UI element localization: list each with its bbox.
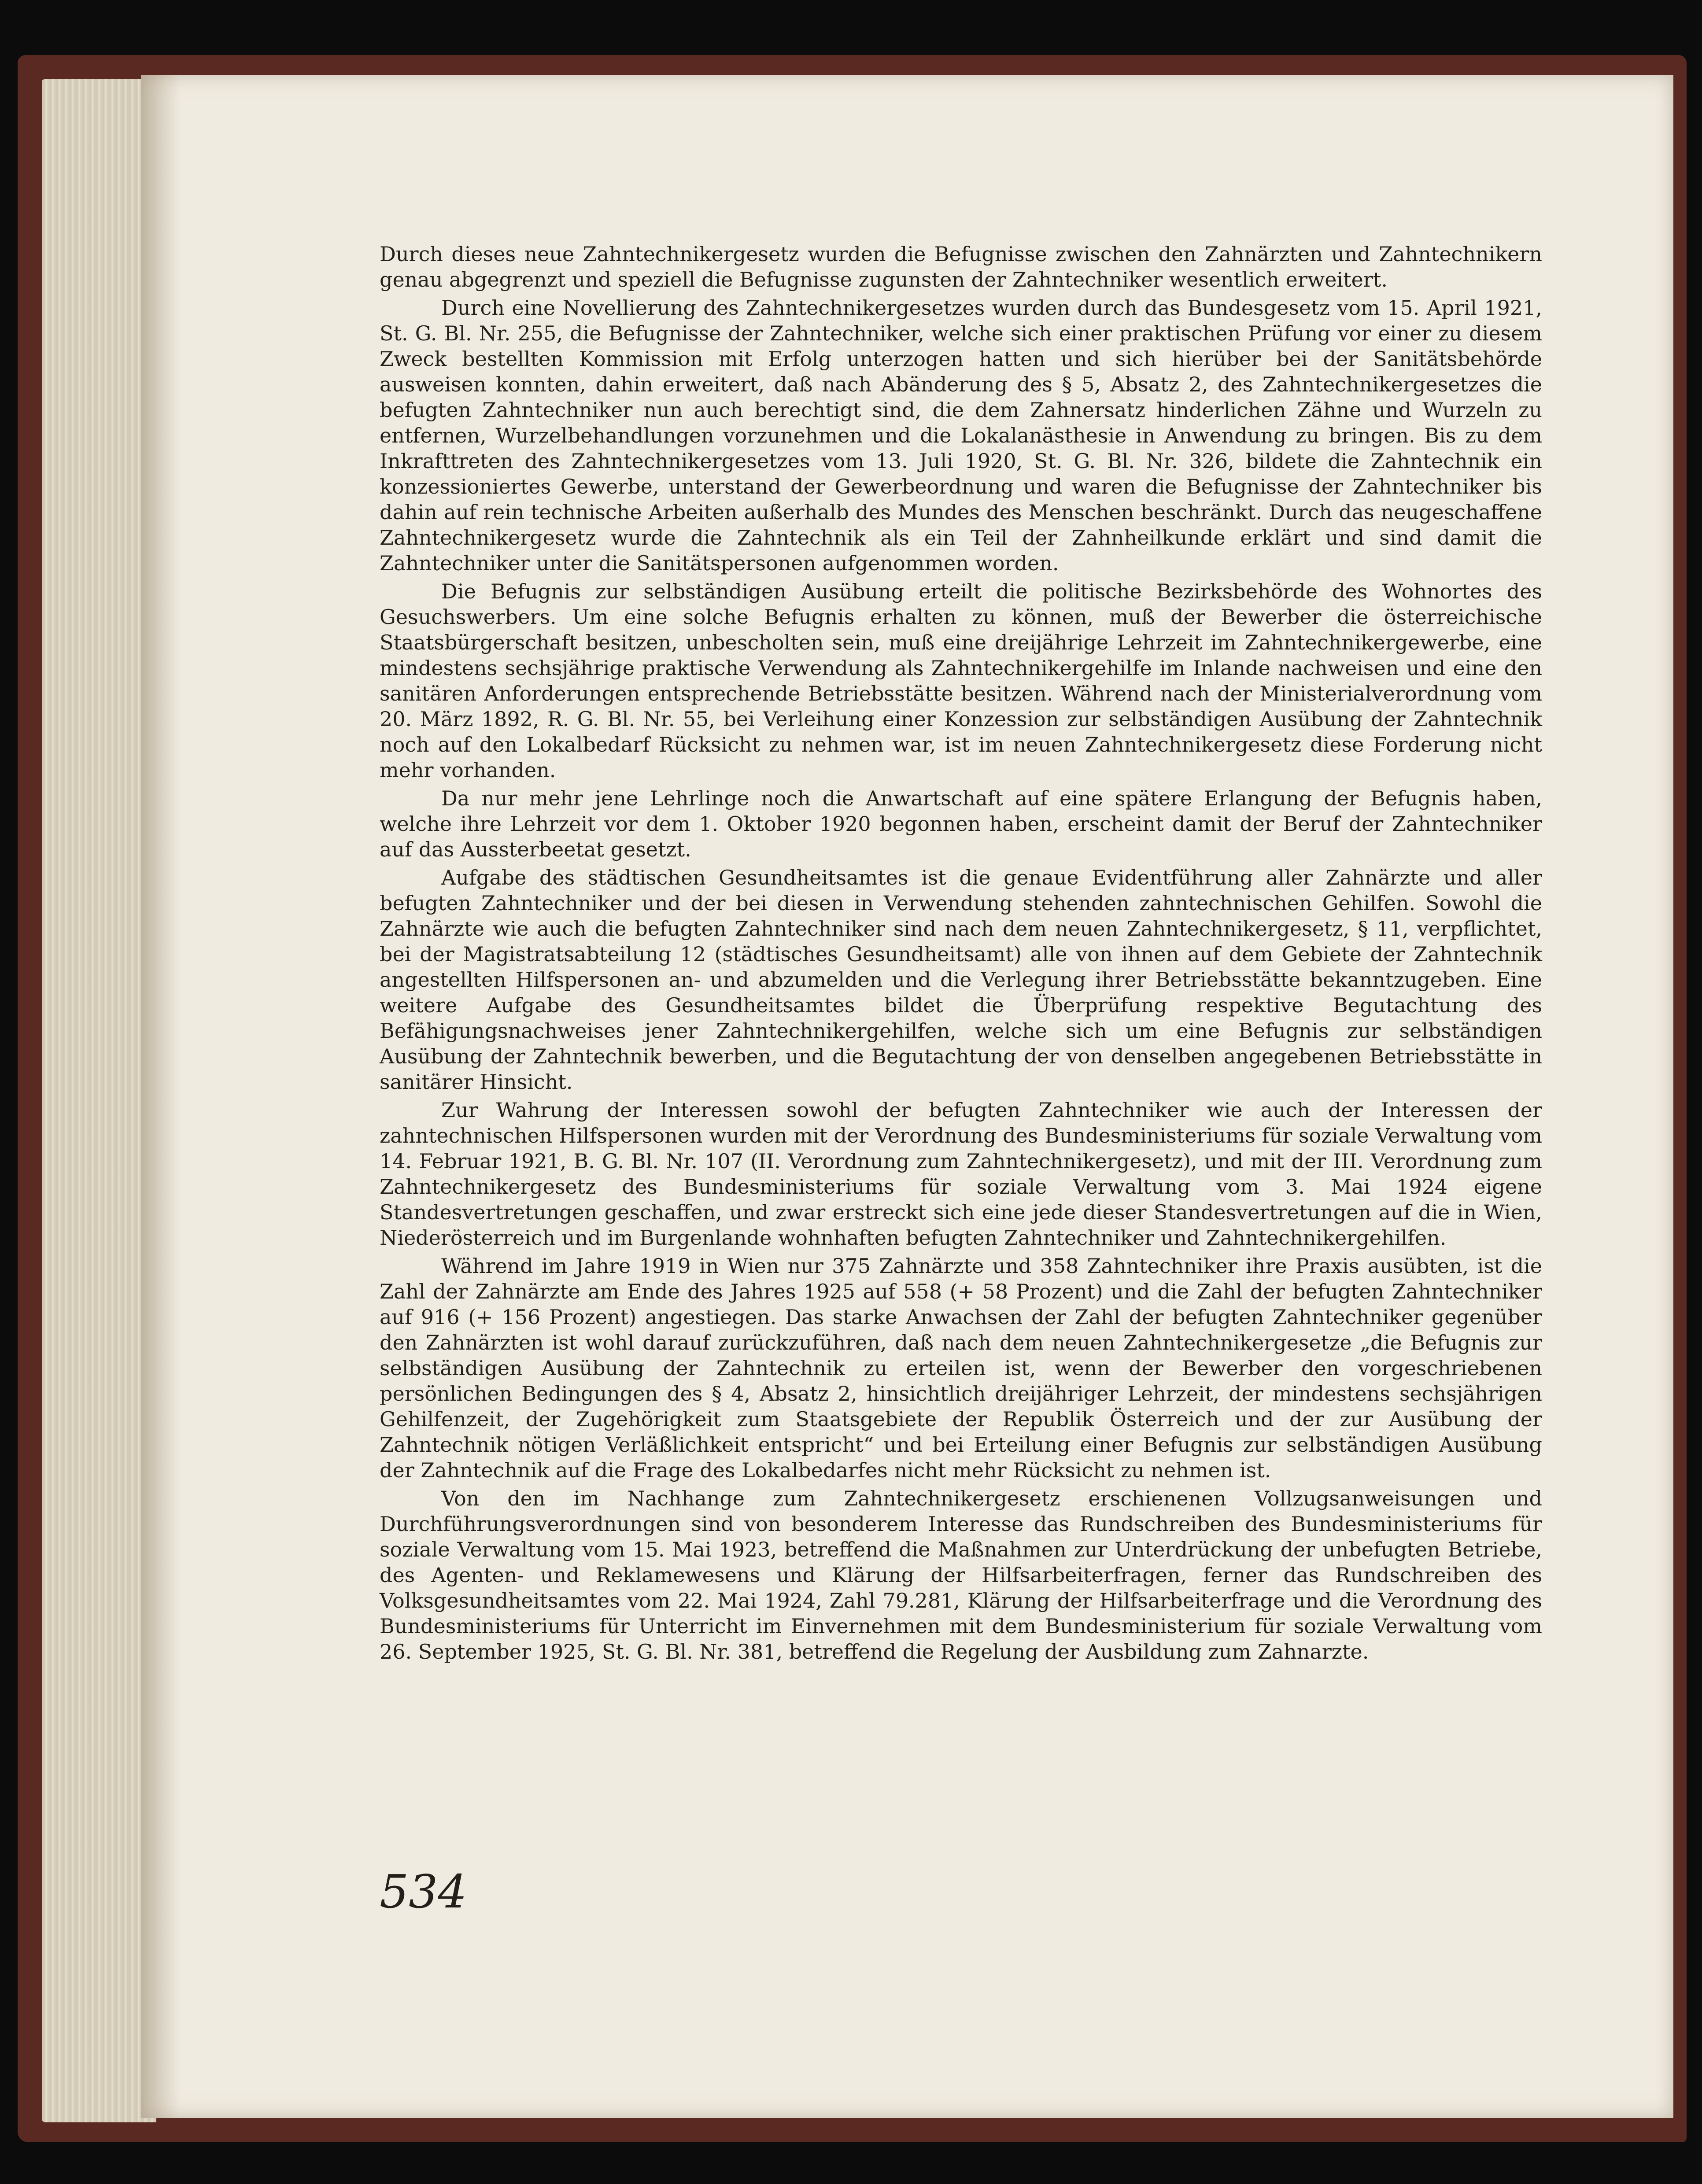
page-stack-edge [42, 79, 156, 2122]
paragraph-3: Die Befugnis zur selbständigen Ausübung erteilt die politische Bezirksbehörde des Wohnortes des Gesuchswerbers. Um eine solche Befugnis erhalten zu können, muß der Bewerber die österreichische Staatsbürgerschaft besitzen, unbescholten sein, muß eine dreijährige Lehrzeit im Zahntechnikergewerbe, eine mindestens sechsjährige praktische Verwendung als Zahntechnikergehilfe im Inlande nachweisen und eine den sanitären Anforderungen entsprechende Betriebsstätte besitzen. Während nach der Ministerialverordnung vom 20. März 1892, R. G. Bl. Nr. 55, bei Verleihung einer Konzession zur selbständigen Ausübung der Zahntechnik noch auf den Lokalbedarf Rücksicht zu nehmen war, ist im neuen Zahntechnikergesetz diese Forderung nicht mehr vorhanden. [380, 579, 1542, 782]
paragraph-4: Da nur mehr jene Lehrlinge noch die Anwartschaft auf eine spätere Erlangung der Befugnis haben, welche ihre Lehrzeit vor dem 1. Oktober 1920 begonnen haben, erscheint damit der Beruf der Zahntechniker auf das Aussterbeetat gesetzt. [380, 786, 1542, 861]
page-number: 534 [380, 1865, 467, 1918]
body-text [380, 241, 1542, 1667]
paragraph-7: Während im Jahre 1919 in Wien nur 375 Zahnärzte und 358 Zahntechniker ihre Praxis ausübten, ist die Zahl der Zahnärzte am Ende des Jahres 1925 auf 558 (+ 58 Prozent) und die Zahl der befugten Zahntechniker auf 916 (+ 156 Prozent) angestiegen. Das starke Anwachsen der Zahl der befugten Zahntechniker gegenüber den Zahnärzten ist wohl darauf zurückzuführen, daß nach dem neuen Zahntechnikergesetze „die Befugnis zur selbständigen Ausübung der Zahntechnik zu erteilen ist, wenn der Bewerber den vorgeschriebenen persönlichen Bedingungen des § 4, Absatz 2, hinsichtlich dreijähriger Lehrzeit, der mindestens sechsjährigen Gehilfenzeit, der Zugehörigkeit zum Staatsgebiete der Republik Österreich und der zur Ausübung der Zahntechnik nötigen Verläßlichkeit entspricht“ und bei Erteilung einer Befugnis zur selbständigen Ausübung der Zahntechnik auf die Frage des Lokalbedarfes nicht mehr Rücksicht zu nehmen ist. [380, 1254, 1542, 1482]
paragraph-6: Zur Wahrung der Interessen sowohl der befugten Zahntechniker wie auch der Interessen der zahntechnischen Hilfspersonen wurden mit der Verordnung des Bundesministeriums für soziale Verwaltung vom 14. Februar 1921, B. G. Bl. Nr. 107 (II. Verordnung zum Zahntechnikergesetz), und mit der III. Verordnung zum Zahntechnikergesetz des Bundesministeriums für soziale Verwaltung vom 3. Mai 1924 eigene Standesvertretungen geschaffen, und zwar erstreckt sich eine jede dieser Standesvertretungen auf die in Wien, Niederösterreich und im Burgenlande wohnhaften befugten Zahntechniker und Zahntechnikergehilfen. [380, 1098, 1542, 1250]
gutter-shadow [141, 75, 181, 2118]
paragraph-8: Von den im Nachhange zum Zahntechnikergesetz erschienenen Vollzugsanweisungen und Durchführungsverordnungen sind von besonderem Interesse das Rundschreiben des Bundesministeriums für soziale Verwaltung vom 15. Mai 1923, betreffend die Maßnahmen zur Unterdrückung der unbefugten Betriebe, des Agenten- und Reklamewesens und Klärung der Hilfsarbeiterfragen, ferner das Rundschreiben des Volksgesundheitsamtes vom 22. Mai 1924, Zahl 79.281, Klärung der Hilfsarbeiterfrage und die Verordnung des Bundesministeriums für Unterricht im Einvernehmen mit dem Bundesministerium für soziale Verwaltung vom 26. September 1925, St. G. Bl. Nr. 381, betreffend die Regelung der Ausbildung zum Zahnarzte. [380, 1487, 1542, 1664]
paragraph-5: Aufgabe des städtischen Gesundheitsamtes ist die genaue Evidentführung aller Zahnärzte und aller befugten Zahntechniker und der bei diesen in Verwendung stehenden zahntechnischen Gehilfen. Sowohl die Zahnärzte wie auch die befugten Zahntechniker sind nach dem neuen Zahntechnikergesetz, § 11, verpflichtet, bei der Magistratsabteilung 12 (städtisches Gesundheitsamt) alle von ihnen auf dem Gebiete der Zahntechnik angestellten Hilfspersonen an- und abzumelden und die Verlegung ihrer Betriebsstätte bekanntzugeben. Eine weitere Aufgabe des Gesundheitsamtes bildet die Überprüfung respektive Begutachtung des Befähigungsnachweises jener Zahntechnikergehilfen, welche sich um eine Befugnis zur selbständigen Ausübung der Zahntechnik bewerben, und die Begutachtung der von denselben angegebenen Betriebsstätte in sanitärer Hinsicht. [380, 866, 1542, 1094]
paragraph-2: Durch eine Novellierung des Zahntechnikergesetzes wurden durch das Bundesgesetz vom 15. April 1921, St. G. Bl. Nr. 255, die Befugnisse der Zahntechniker, welche sich einer praktischen Prüfung vor einer zu diesem Zweck bestellten Kommission mit Erfolg unterzogen hatten und sich hierüber bei der Sanitätsbehörde ausweisen konnten, dahin erweitert, daß nach Abänderung des § 5, Absatz 2, des Zahntechnikergesetzes die befugten Zahntechniker nun auch berechtigt sind, die dem Zahnersatz hinderlichen Zähne und Wurzeln zu entfernen, Wurzelbehandlungen vorzunehmen und die Lokalanästhesie in Anwendung zu bringen. Bis zu dem Inkrafttreten des Zahntechnikergesetzes vom 13. Juli 1920, St. G. Bl. Nr. 326, bildete die Zahntechnik ein konzessioniertes Gewerbe, unterstand der Gewerbeordnung und waren die Befugnisse der Zahntechniker bis dahin auf rein technische Arbeiten außerhalb des Mundes des Menschen beschränkt. Durch das neugeschaffene Zahntechnikergesetz wurde die Zahntechnik als ein Teil der Zahnheilkunde erklärt und sind damit die Zahntechniker unter die Sanitätspersonen aufgenommen worden. [380, 296, 1542, 575]
paragraph-1: Durch dieses neue Zahntechnikergesetz wurden die Befugnisse zwischen den Zahnärzten und Zahntechnikern genau abgegrenzt und speziell die Befugnisse zugunsten der Zahntechniker wesentlich erweitert. [380, 242, 1542, 291]
